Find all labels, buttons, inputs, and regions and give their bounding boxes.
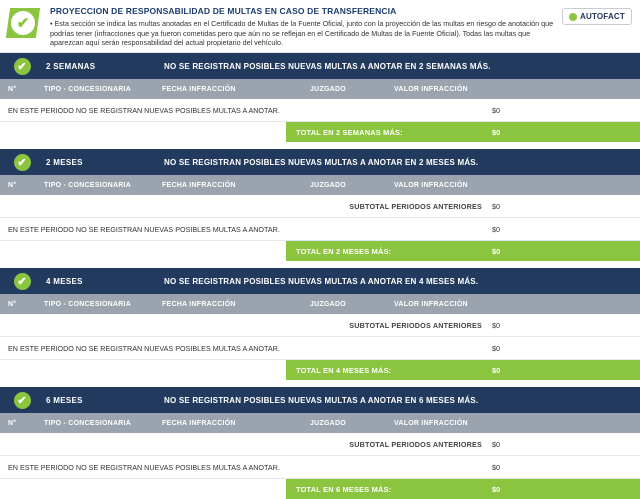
period-total-value: $0: [492, 246, 501, 256]
subtotal-value: $0: [492, 201, 500, 211]
table-header-row: [0, 413, 640, 433]
column-header-n: N°: [8, 85, 17, 93]
period-total-value: $0: [492, 365, 501, 375]
empty-note-text: EN ESTE PERIODO NO SE REGISTRAN NUEVAS POSIBLES MULTAS A ANOTAR.: [8, 105, 280, 115]
column-header-valor: VALOR INFRACCIÓN: [394, 419, 468, 427]
column-header-tipo: TIPO - CONCESIONARIA: [44, 85, 132, 93]
column-header-n: N°: [8, 181, 17, 189]
period-total-row: [0, 241, 640, 261]
period-message: NO SE REGISTRAN POSIBLES NUEVAS MULTAS A ANOTAR EN 6 MESES MÁS.: [164, 395, 479, 405]
subtotal-value: $0: [492, 439, 500, 449]
period-total-row: [0, 479, 640, 499]
period-label: 2 SEMANAS: [46, 61, 96, 71]
empty-note-value: $0: [492, 224, 500, 234]
period-block: [0, 149, 640, 261]
period-total-label: TOTAL EN 2 MESES MÁS:: [296, 246, 392, 256]
column-header-n: N°: [8, 419, 17, 427]
report-header: [0, 0, 640, 52]
period-label: 4 MESES: [46, 276, 83, 286]
period-total-row: [0, 122, 640, 142]
autofact-logo: [562, 8, 632, 25]
empty-note-value: $0: [492, 462, 500, 472]
page-title: PROYECCION DE RESPONSABILIDAD DE MULTAS EN CASO DE TRANSFERENCIA: [50, 6, 397, 16]
column-header-juzgado: JUZGADO: [310, 85, 346, 93]
check-circle-icon: ✔: [14, 392, 31, 409]
column-header-tipo: TIPO - CONCESIONARIA: [44, 300, 132, 308]
period-block: [0, 387, 640, 499]
column-header-valor: VALOR INFRACCIÓN: [394, 85, 468, 93]
check-circle-icon: ✔: [14, 273, 31, 290]
subtotal-value: $0: [492, 320, 500, 330]
column-header-juzgado: JUZGADO: [310, 181, 346, 189]
empty-note-row: [0, 218, 640, 241]
period-block: [0, 268, 640, 380]
period-banner: [0, 387, 640, 413]
column-header-tipo: TIPO - CONCESIONARIA: [44, 419, 132, 427]
subtotal-row: [0, 314, 640, 337]
period-message: NO SE REGISTRAN POSIBLES NUEVAS MULTAS A ANOTAR EN 4 MESES MÁS.: [164, 276, 479, 286]
period-label: 2 MESES: [46, 157, 83, 167]
empty-note-value: $0: [492, 343, 500, 353]
empty-note-row: [0, 337, 640, 360]
table-header-row: [0, 294, 640, 314]
column-header-fecha: FECHA INFRACCIÓN: [162, 181, 236, 189]
subtotal-row: [0, 195, 640, 218]
column-header-n: N°: [8, 300, 17, 308]
header-description: • Esta sección se indica las multas anotadas en el Certificado de Multas de la Fuente Oficial, junto con la proyección de las multas en riesgo de anotación que podrías tener (infracciones que ya fueron cometidas pero que aún no se reflejan en el Certificado de Multas de la Fuente Oficial). Todas las multas que aparezcan aquí serán responsabilidad del actual propietario del vehículo.: [50, 19, 554, 48]
empty-note-text: EN ESTE PERIODO NO SE REGISTRAN NUEVAS POSIBLES MULTAS A ANOTAR.: [8, 462, 280, 472]
header-text: [50, 6, 554, 48]
column-header-fecha: FECHA INFRACCIÓN: [162, 300, 236, 308]
column-header-fecha: FECHA INFRACCIÓN: [162, 419, 236, 427]
column-header-fecha: FECHA INFRACCIÓN: [162, 85, 236, 93]
period-total-label: TOTAL EN 4 MESES MÁS:: [296, 365, 392, 375]
logo-dot-icon: [569, 13, 577, 21]
subtotal-label: SUBTOTAL PERIODOS ANTERIORES: [349, 439, 482, 449]
column-header-tipo: TIPO - CONCESIONARIA: [44, 181, 132, 189]
logo-text: AUTOFACT: [579, 12, 625, 21]
subtotal-label: SUBTOTAL PERIODOS ANTERIORES: [349, 201, 482, 211]
column-header-juzgado: JUZGADO: [310, 419, 346, 427]
period-total-value: $0: [492, 484, 501, 494]
table-header-row: [0, 175, 640, 195]
empty-note-text: EN ESTE PERIODO NO SE REGISTRAN NUEVAS POSIBLES MULTAS A ANOTAR.: [8, 343, 280, 353]
period-total-value: $0: [492, 127, 501, 137]
column-header-valor: VALOR INFRACCIÓN: [394, 181, 468, 189]
period-message: NO SE REGISTRAN POSIBLES NUEVAS MULTAS A ANOTAR EN 2 MESES MÁS.: [164, 157, 479, 167]
period-total-label: TOTAL EN 6 MESES MÁS:: [296, 484, 392, 494]
period-label: 6 MESES: [46, 395, 83, 405]
period-block: [0, 53, 640, 142]
column-header-juzgado: JUZGADO: [310, 300, 346, 308]
empty-note-row: [0, 456, 640, 479]
check-circle-icon: ✔: [14, 154, 31, 171]
period-banner: [0, 53, 640, 79]
subtotal-label: SUBTOTAL PERIODOS ANTERIORES: [349, 320, 482, 330]
empty-note-value: $0: [492, 105, 500, 115]
table-header-row: [0, 79, 640, 99]
column-header-valor: VALOR INFRACCIÓN: [394, 300, 468, 308]
period-banner: [0, 268, 640, 294]
check-circle-icon: ✔: [8, 6, 42, 40]
empty-note-row: [0, 99, 640, 122]
empty-note-text: EN ESTE PERIODO NO SE REGISTRAN NUEVAS POSIBLES MULTAS A ANOTAR.: [8, 224, 280, 234]
period-banner: [0, 149, 640, 175]
subtotal-row: [0, 433, 640, 456]
period-total-label: TOTAL EN 2 SEMANAS MÁS:: [296, 127, 403, 137]
period-message: NO SE REGISTRAN POSIBLES NUEVAS MULTAS A ANOTAR EN 2 SEMANAS MÁS.: [164, 61, 491, 71]
period-total-row: [0, 360, 640, 380]
check-circle-icon: ✔: [14, 58, 31, 75]
